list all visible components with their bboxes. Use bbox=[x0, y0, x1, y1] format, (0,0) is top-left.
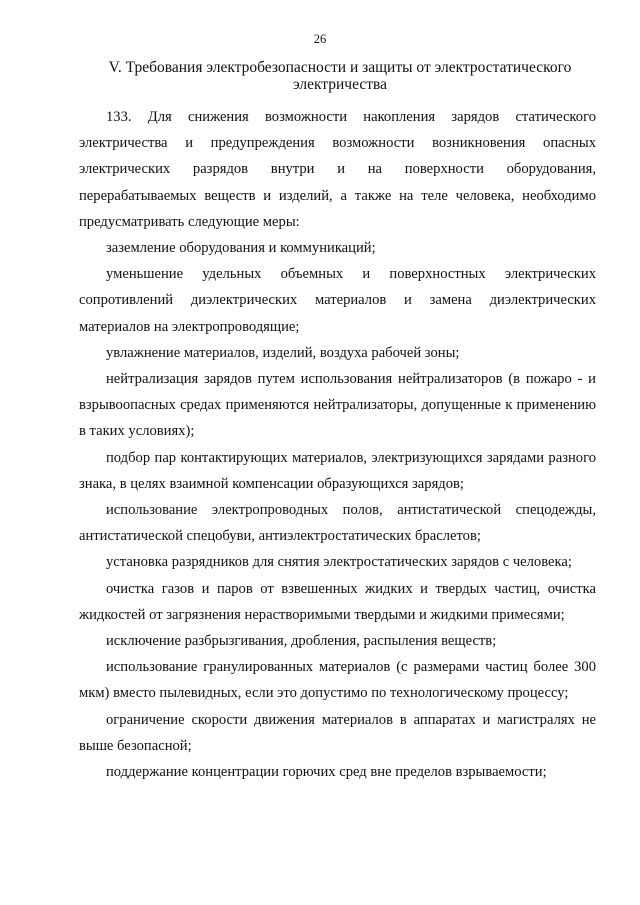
list-item: подбор пар контактирующих материалов, электризующихся зарядами разного знака, в целях взаимной компенсации образующихся зарядов; bbox=[79, 449, 596, 492]
list-item: исключение разбрызгивания, дробления, распыления веществ; bbox=[106, 633, 497, 650]
page-number: 26 bbox=[313, 32, 327, 46]
list-item: уменьшение удельных объемных и поверхностных электрических сопротивлений диэлектрических материалов и замена диэлектрических материалов на электропроводящие; bbox=[79, 266, 596, 335]
list-item: ограничение скорости движения материалов в аппаратах и магистралях не выше безопасной; bbox=[79, 711, 596, 754]
list-item: заземление оборудования и коммуникаций; bbox=[106, 240, 376, 257]
list-item: поддержание концентрации горючих сред вне пределов взрываемости; bbox=[106, 764, 547, 781]
list-item: установка разрядников для снятия электростатических зарядов с человека; bbox=[106, 554, 572, 571]
list-item: увлажнение материалов, изделий, воздуха рабочей зоны; bbox=[106, 344, 460, 361]
list-item: очистка газов и паров от взвешенных жидких и твердых частиц, очистка жидкостей от загрязнения нерастворимыми твердыми и жидкими примесями; bbox=[79, 580, 596, 623]
list-item: использование гранулированных материалов (с размерами частиц более 300 мкм) вместо пылевидных, если это допустимо по технологическому процессу; bbox=[79, 659, 596, 702]
list-item: использование электропроводных полов, антистатической спецодежды, антистатической спецобуви, антиэлектростатических браслетов; bbox=[79, 502, 596, 545]
document-body bbox=[79, 104, 596, 785]
paragraph: 133. Для снижения возможности накопления зарядов статического электричества и предупреждения возможности возникновения опасных электрических разрядов внутри и на поверхности оборудования, перерабатываемых веществ и изделий, а также на теле человека, необходимо предусматривать следующие меры: bbox=[79, 109, 596, 230]
section-title: V. Требования электробезопасности и защиты от электростатического электричества bbox=[108, 59, 572, 93]
list-item: нейтрализация зарядов путем использования нейтрализаторов (в пожаро - и взрывоопасных средах применяются нейтрализаторы, допущенные к применению в таких условиях); bbox=[79, 371, 596, 440]
